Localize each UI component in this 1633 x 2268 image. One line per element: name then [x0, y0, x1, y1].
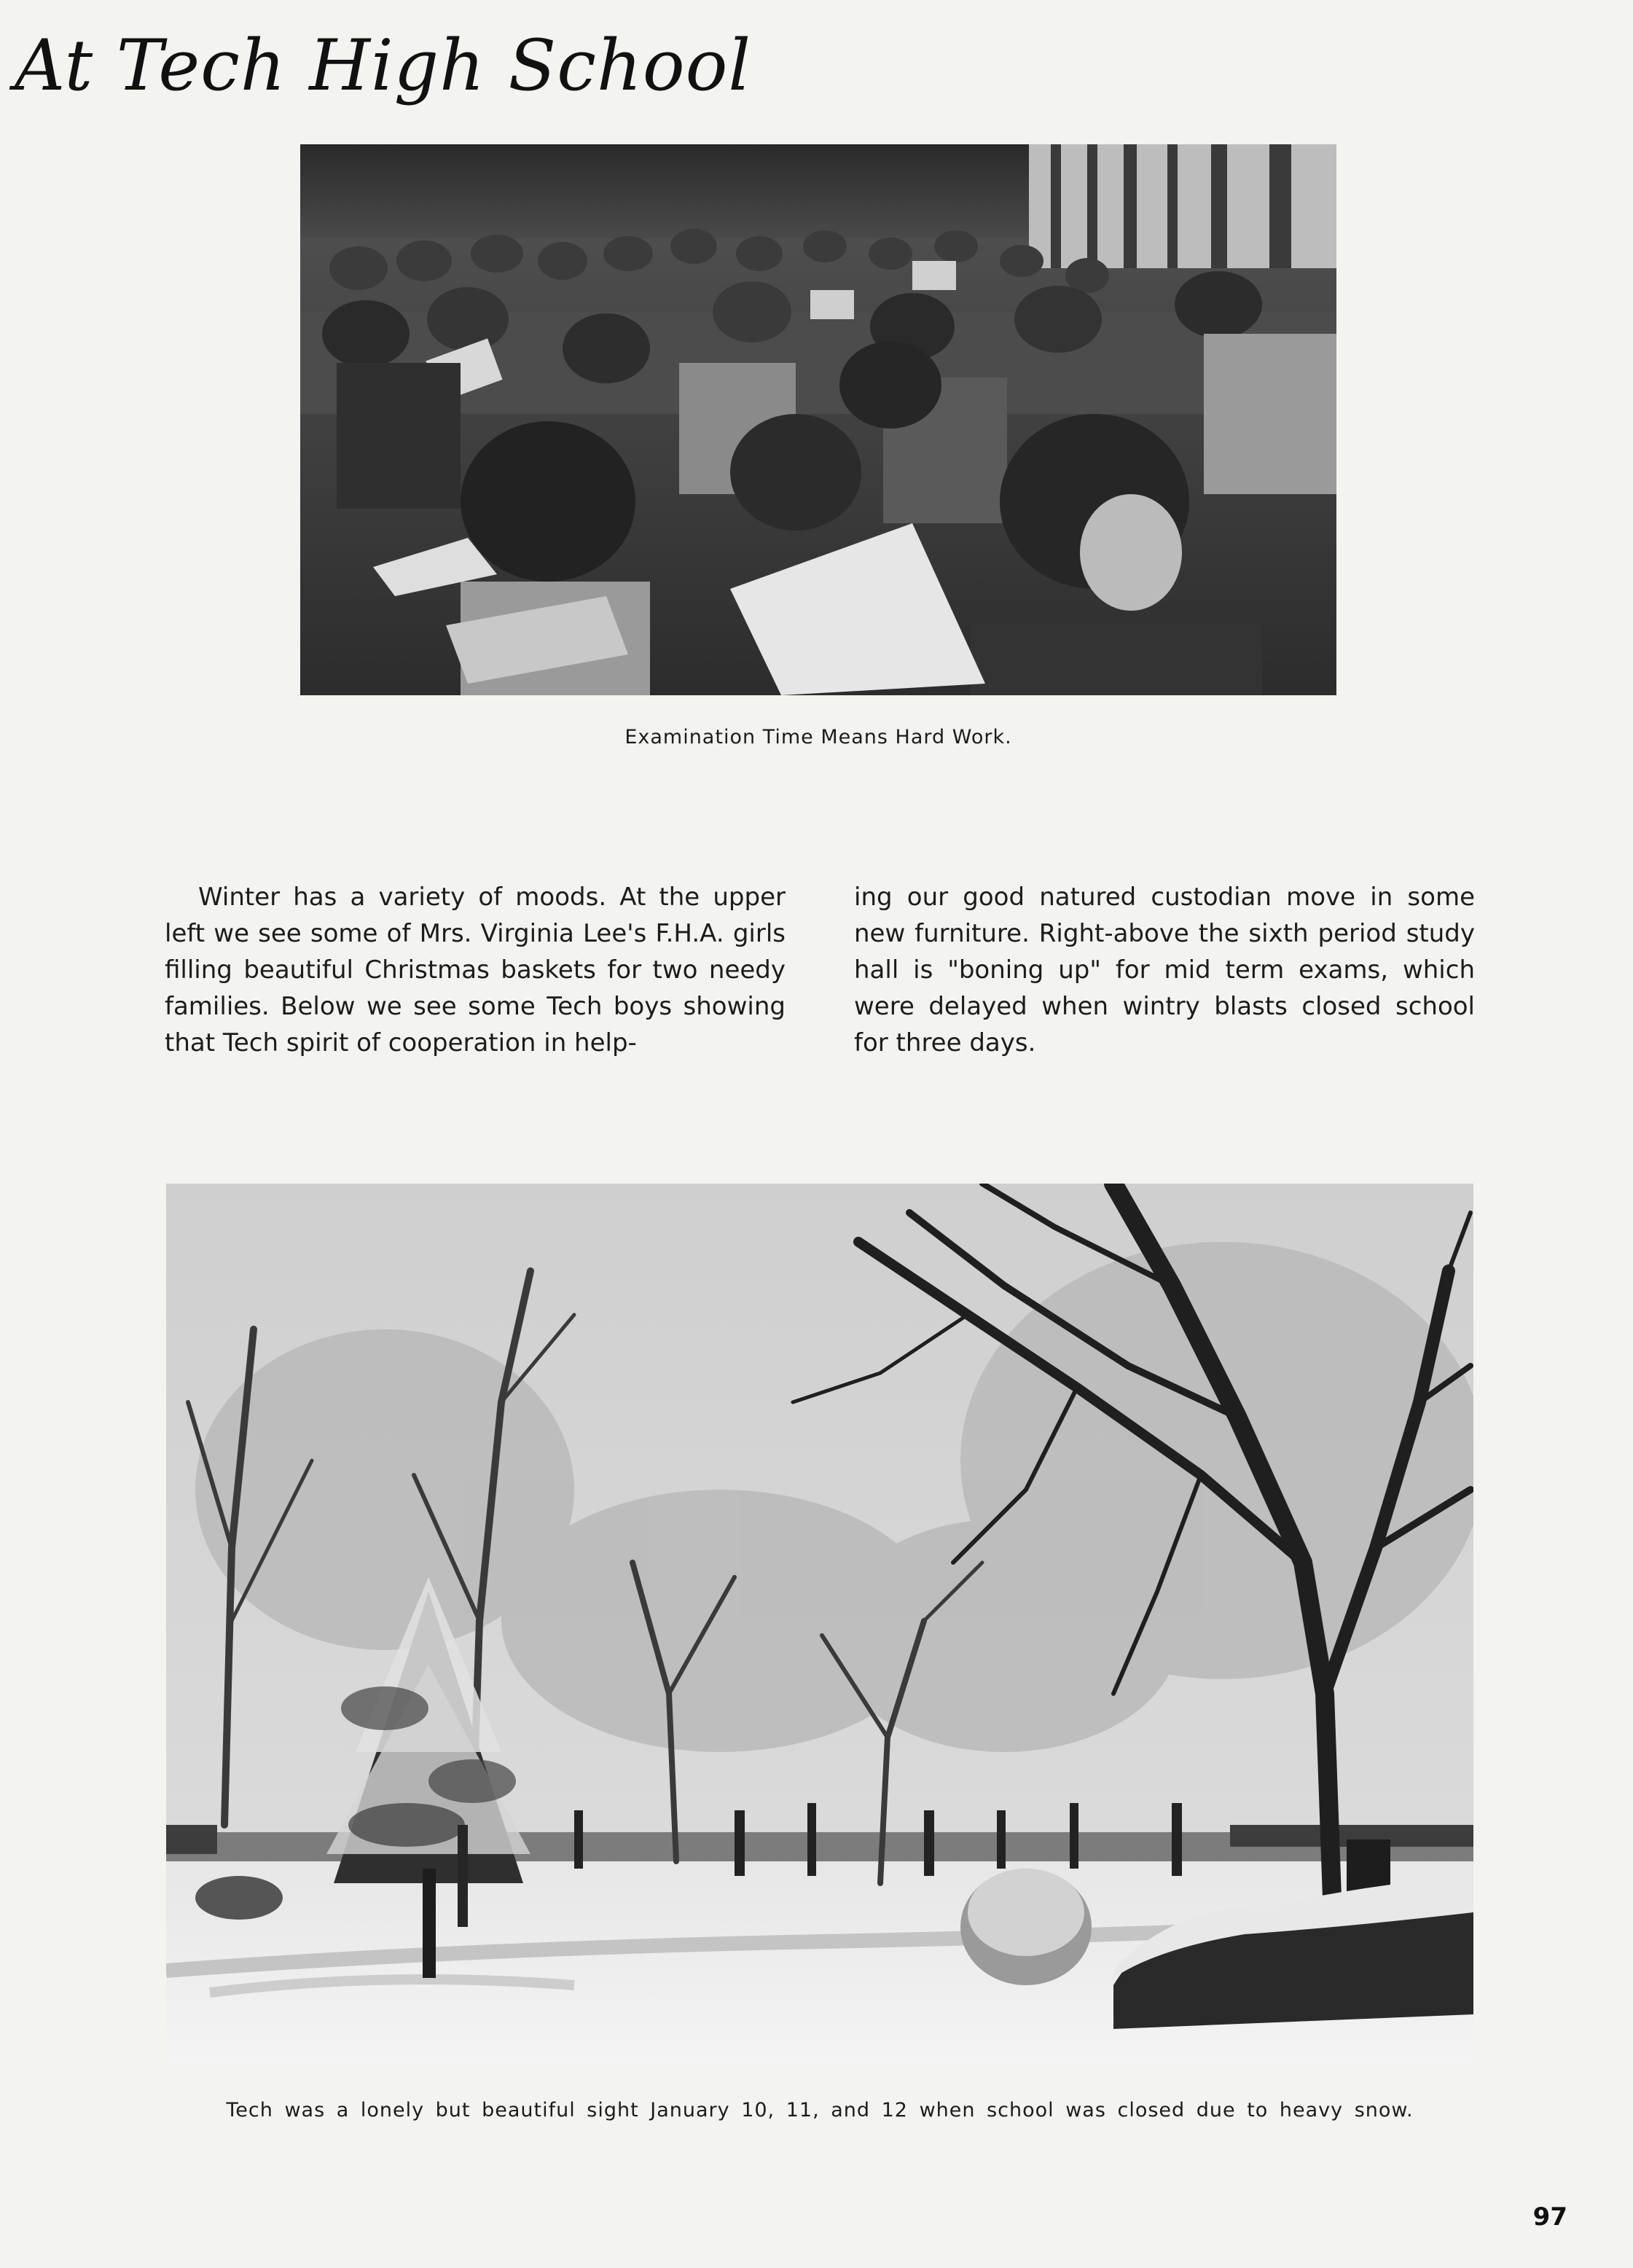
study-hall-caption: Examination Time Means Hard Work. [624, 726, 1012, 748]
article-column-right: ing our good natured custodian move in some new furniture. Right-above the sixth period study hall is "boning up" for mid term exams, which were delayed when wintry blasts closed school for three days. [854, 883, 1475, 1057]
snowy-campus-photo-image [166, 1184, 1473, 2065]
study-hall-photo-image [300, 144, 1336, 695]
snowy-campus-caption: Tech was a lonely but beautiful sight January 10, 11, and 12 when school was closed due to heavy snow. [226, 2099, 1414, 2122]
article-column-left: Winter has a variety of moods. At the upper left we see some of Mrs. Virginia Lee's F.H.A. girls filling beautiful Christmas baskets for two needy families. Below we see some Tech boys showing that Tech spirit of cooperation in help- [165, 883, 786, 1057]
page-number: 97 [1532, 2202, 1567, 2232]
study-hall-photo [300, 144, 1336, 695]
page-title: At Tech High School [15, 25, 752, 106]
snowy-campus-photo [166, 1184, 1473, 2065]
